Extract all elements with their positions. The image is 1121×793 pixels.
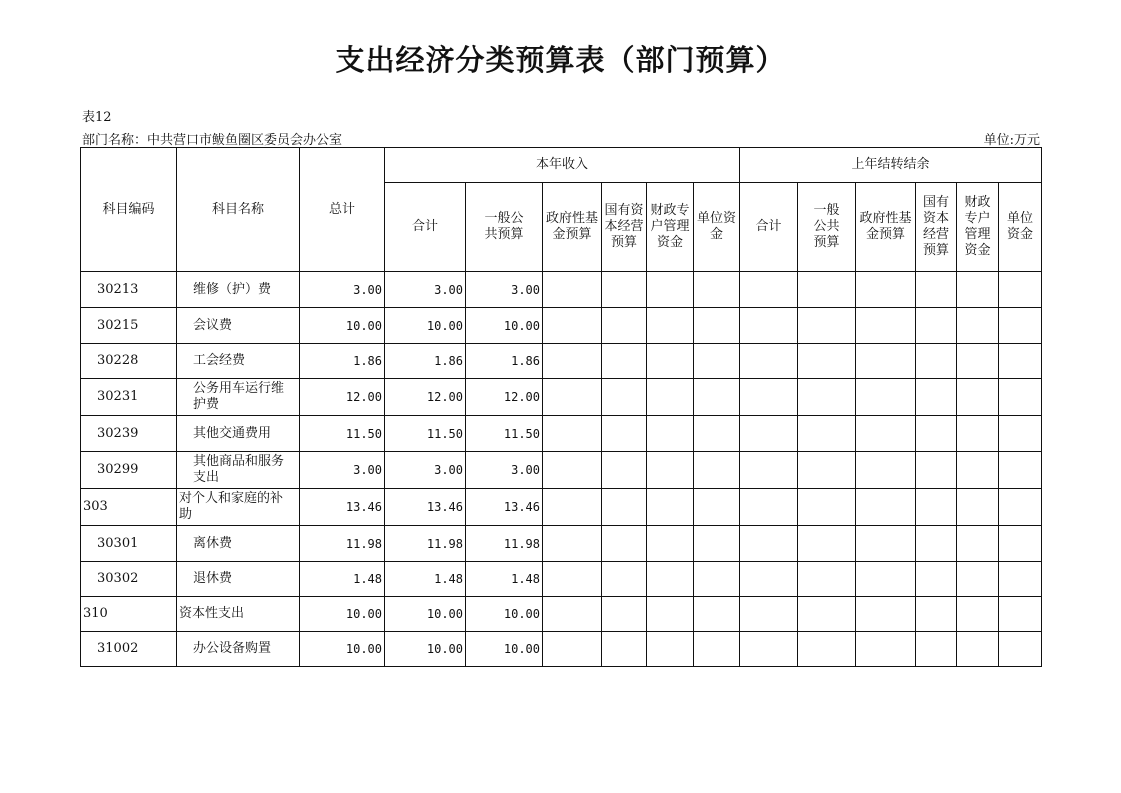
cell-co-state xyxy=(916,526,957,562)
header-cy-state: 国有资本经营预算 xyxy=(602,183,647,272)
cell-cy-special xyxy=(647,526,694,562)
cell-co-fund xyxy=(856,308,916,344)
cell-co-general xyxy=(798,272,856,308)
cell-cy-state xyxy=(602,526,647,562)
table-row xyxy=(81,562,1042,597)
cell-name: 退休费 xyxy=(177,562,300,597)
table-row xyxy=(81,344,1042,379)
cell-code: 30302 xyxy=(81,562,177,597)
cell-co-unit xyxy=(999,562,1042,597)
cell-cy-total: 11.98 xyxy=(385,526,466,562)
cell-cy-general: 11.98 xyxy=(466,526,543,562)
cell-cy-unit xyxy=(694,308,740,344)
cell-code: 30213 xyxy=(81,272,177,308)
cell-co-special xyxy=(957,562,999,597)
cell-cy-unit xyxy=(694,344,740,379)
cell-cy-fund xyxy=(543,308,602,344)
cell-cy-fund xyxy=(543,526,602,562)
cell-code: 303 xyxy=(81,489,177,526)
header-cy-unit: 单位资金 xyxy=(694,183,740,272)
cell-co-special xyxy=(957,632,999,667)
cell-co-total xyxy=(740,632,798,667)
cell-cy-total: 3.00 xyxy=(385,452,466,489)
cell-co-total xyxy=(740,308,798,344)
table-row xyxy=(81,597,1042,632)
cell-total: 10.00 xyxy=(300,597,385,632)
cell-cy-state xyxy=(602,344,647,379)
table-row xyxy=(81,632,1042,667)
cell-cy-state xyxy=(602,452,647,489)
header-total: 总计 xyxy=(300,148,385,272)
table-row xyxy=(81,526,1042,562)
cell-co-special xyxy=(957,308,999,344)
cell-co-unit xyxy=(999,308,1042,344)
cell-co-total xyxy=(740,489,798,526)
cell-co-state xyxy=(916,416,957,452)
cell-cy-unit xyxy=(694,562,740,597)
table-number: 表12 xyxy=(82,110,112,125)
cell-co-fund xyxy=(856,632,916,667)
cell-co-unit xyxy=(999,597,1042,632)
cell-co-fund xyxy=(856,597,916,632)
cell-cy-state xyxy=(602,416,647,452)
cell-total: 10.00 xyxy=(300,632,385,667)
cell-co-unit xyxy=(999,489,1042,526)
cell-co-unit xyxy=(999,526,1042,562)
cell-co-state xyxy=(916,489,957,526)
cell-co-special xyxy=(957,489,999,526)
cell-co-fund xyxy=(856,344,916,379)
cell-co-fund xyxy=(856,489,916,526)
cell-co-special xyxy=(957,344,999,379)
cell-co-total xyxy=(740,562,798,597)
cell-co-general xyxy=(798,308,856,344)
cell-cy-unit xyxy=(694,597,740,632)
cell-name: 办公设备购置 xyxy=(177,632,300,667)
table-row xyxy=(81,379,1042,416)
page-title: 支出经济分类预算表（部门预算） xyxy=(335,43,786,77)
cell-cy-general: 3.00 xyxy=(466,452,543,489)
cell-total: 11.98 xyxy=(300,526,385,562)
cell-co-special xyxy=(957,416,999,452)
cell-cy-state xyxy=(602,272,647,308)
cell-co-unit xyxy=(999,344,1042,379)
cell-cy-total: 11.50 xyxy=(385,416,466,452)
cell-co-special xyxy=(957,597,999,632)
cell-total: 1.86 xyxy=(300,344,385,379)
cell-co-state xyxy=(916,344,957,379)
cell-cy-fund xyxy=(543,344,602,379)
cell-co-general xyxy=(798,597,856,632)
cell-cy-fund xyxy=(543,272,602,308)
table-row xyxy=(81,452,1042,489)
cell-cy-general: 1.86 xyxy=(466,344,543,379)
cell-code: 31002 xyxy=(81,632,177,667)
cell-co-total xyxy=(740,416,798,452)
cell-name: 资本性支出 xyxy=(177,597,300,632)
cell-co-fund xyxy=(856,526,916,562)
header-co-fund: 政府性基金预算 xyxy=(856,183,916,272)
header-co-special: 财政专户管理资金 xyxy=(957,183,999,272)
cell-co-general xyxy=(798,452,856,489)
cell-co-unit xyxy=(999,452,1042,489)
cell-code: 310 xyxy=(81,597,177,632)
cell-code: 30228 xyxy=(81,344,177,379)
cell-name: 公务用车运行维护费 xyxy=(177,379,300,416)
cell-cy-special xyxy=(647,308,694,344)
cell-co-unit xyxy=(999,379,1042,416)
cell-name: 会议费 xyxy=(177,308,300,344)
cell-code: 30301 xyxy=(81,526,177,562)
cell-total: 3.00 xyxy=(300,452,385,489)
cell-cy-total: 3.00 xyxy=(385,272,466,308)
cell-cy-total: 10.00 xyxy=(385,308,466,344)
cell-co-fund xyxy=(856,416,916,452)
cell-co-state xyxy=(916,452,957,489)
cell-co-fund xyxy=(856,562,916,597)
cell-cy-special xyxy=(647,379,694,416)
cell-cy-fund xyxy=(543,379,602,416)
unit-label: 单位:万元 xyxy=(983,133,1040,148)
cell-cy-unit xyxy=(694,489,740,526)
table-row xyxy=(81,416,1042,452)
cell-code: 30215 xyxy=(81,308,177,344)
cell-total: 1.48 xyxy=(300,562,385,597)
cell-cy-general: 10.00 xyxy=(466,308,543,344)
cell-name: 离休费 xyxy=(177,526,300,562)
cell-cy-fund xyxy=(543,562,602,597)
table-row xyxy=(81,308,1042,344)
cell-cy-fund xyxy=(543,489,602,526)
cell-cy-state xyxy=(602,308,647,344)
cell-co-total xyxy=(740,379,798,416)
cell-co-state xyxy=(916,308,957,344)
header-cy-special: 财政专户管理资金 xyxy=(647,183,694,272)
header-code: 科目编码 xyxy=(81,148,177,272)
cell-cy-unit xyxy=(694,379,740,416)
table-header xyxy=(81,148,1042,272)
cell-co-general xyxy=(798,632,856,667)
cell-co-unit xyxy=(999,272,1042,308)
cell-cy-unit xyxy=(694,272,740,308)
cell-code: 30239 xyxy=(81,416,177,452)
cell-cy-special xyxy=(647,562,694,597)
cell-cy-fund xyxy=(543,416,602,452)
cell-total: 12.00 xyxy=(300,379,385,416)
cell-co-general xyxy=(798,526,856,562)
cell-cy-fund xyxy=(543,597,602,632)
cell-co-general xyxy=(798,489,856,526)
cell-co-state xyxy=(916,562,957,597)
cell-total: 13.46 xyxy=(300,489,385,526)
cell-name: 其他交通费用 xyxy=(177,416,300,452)
cell-co-total xyxy=(740,344,798,379)
cell-co-general xyxy=(798,416,856,452)
cell-cy-special xyxy=(647,489,694,526)
cell-co-general xyxy=(798,562,856,597)
cell-cy-general: 10.00 xyxy=(466,632,543,667)
cell-co-general xyxy=(798,344,856,379)
cell-cy-total: 10.00 xyxy=(385,632,466,667)
cell-cy-state xyxy=(602,379,647,416)
header-co-state: 国有资本经营预算 xyxy=(916,183,957,272)
header-name: 科目名称 xyxy=(177,148,300,272)
cell-cy-total: 10.00 xyxy=(385,597,466,632)
cell-cy-state xyxy=(602,562,647,597)
cell-co-total xyxy=(740,452,798,489)
cell-cy-state xyxy=(602,489,647,526)
cell-cy-general: 10.00 xyxy=(466,597,543,632)
cell-co-fund xyxy=(856,452,916,489)
cell-cy-general: 1.48 xyxy=(466,562,543,597)
cell-cy-special xyxy=(647,597,694,632)
cell-cy-total: 12.00 xyxy=(385,379,466,416)
cell-code: 30231 xyxy=(81,379,177,416)
header-co-unit: 单位资金 xyxy=(999,183,1042,272)
cell-cy-special xyxy=(647,452,694,489)
cell-co-total xyxy=(740,597,798,632)
cell-cy-general: 12.00 xyxy=(466,379,543,416)
cell-cy-total: 1.86 xyxy=(385,344,466,379)
cell-co-state xyxy=(916,379,957,416)
header-cy-fund: 政府性基金预算 xyxy=(543,183,602,272)
cell-cy-general: 11.50 xyxy=(466,416,543,452)
cell-co-special xyxy=(957,272,999,308)
cell-co-special xyxy=(957,379,999,416)
cell-co-state xyxy=(916,632,957,667)
cell-total: 3.00 xyxy=(300,272,385,308)
cell-name: 维修（护）费 xyxy=(177,272,300,308)
cell-co-unit xyxy=(999,632,1042,667)
cell-cy-state xyxy=(602,597,647,632)
header-carryover: 上年结转结余 xyxy=(740,148,1042,183)
cell-name: 对个人和家庭的补助 xyxy=(177,489,300,526)
cell-co-unit xyxy=(999,416,1042,452)
header-current-year: 本年收入 xyxy=(385,148,740,183)
cell-co-total xyxy=(740,272,798,308)
cell-name: 其他商品和服务支出 xyxy=(177,452,300,489)
cell-total: 10.00 xyxy=(300,308,385,344)
cell-cy-unit xyxy=(694,526,740,562)
cell-cy-general: 13.46 xyxy=(466,489,543,526)
cell-cy-total: 1.48 xyxy=(385,562,466,597)
cell-co-general xyxy=(798,379,856,416)
header-cy-total: 合计 xyxy=(385,183,466,272)
cell-cy-state xyxy=(602,632,647,667)
table-body xyxy=(81,272,1042,667)
cell-cy-unit xyxy=(694,632,740,667)
cell-cy-general: 3.00 xyxy=(466,272,543,308)
cell-cy-unit xyxy=(694,452,740,489)
table-row xyxy=(81,272,1042,308)
cell-total: 11.50 xyxy=(300,416,385,452)
cell-co-special xyxy=(957,452,999,489)
cell-cy-special xyxy=(647,344,694,379)
cell-cy-fund xyxy=(543,632,602,667)
cell-co-fund xyxy=(856,379,916,416)
cell-co-special xyxy=(957,526,999,562)
cell-cy-fund xyxy=(543,452,602,489)
department-name: 部门名称：中共营口市鲅鱼圈区委员会办公室 xyxy=(82,133,343,148)
cell-co-state xyxy=(916,597,957,632)
cell-cy-special xyxy=(647,416,694,452)
cell-code: 30299 xyxy=(81,452,177,489)
cell-cy-unit xyxy=(694,416,740,452)
cell-co-state xyxy=(916,272,957,308)
cell-co-total xyxy=(740,526,798,562)
cell-co-fund xyxy=(856,272,916,308)
cell-cy-special xyxy=(647,632,694,667)
cell-cy-total: 13.46 xyxy=(385,489,466,526)
cell-cy-special xyxy=(647,272,694,308)
table-row xyxy=(81,489,1042,526)
header-co-total: 合计 xyxy=(740,183,798,272)
cell-name: 工会经费 xyxy=(177,344,300,379)
header-cy-general: 一般公共预算 xyxy=(466,183,543,272)
header-co-general: 一般公共预算 xyxy=(798,183,856,272)
budget-table xyxy=(80,147,1042,667)
